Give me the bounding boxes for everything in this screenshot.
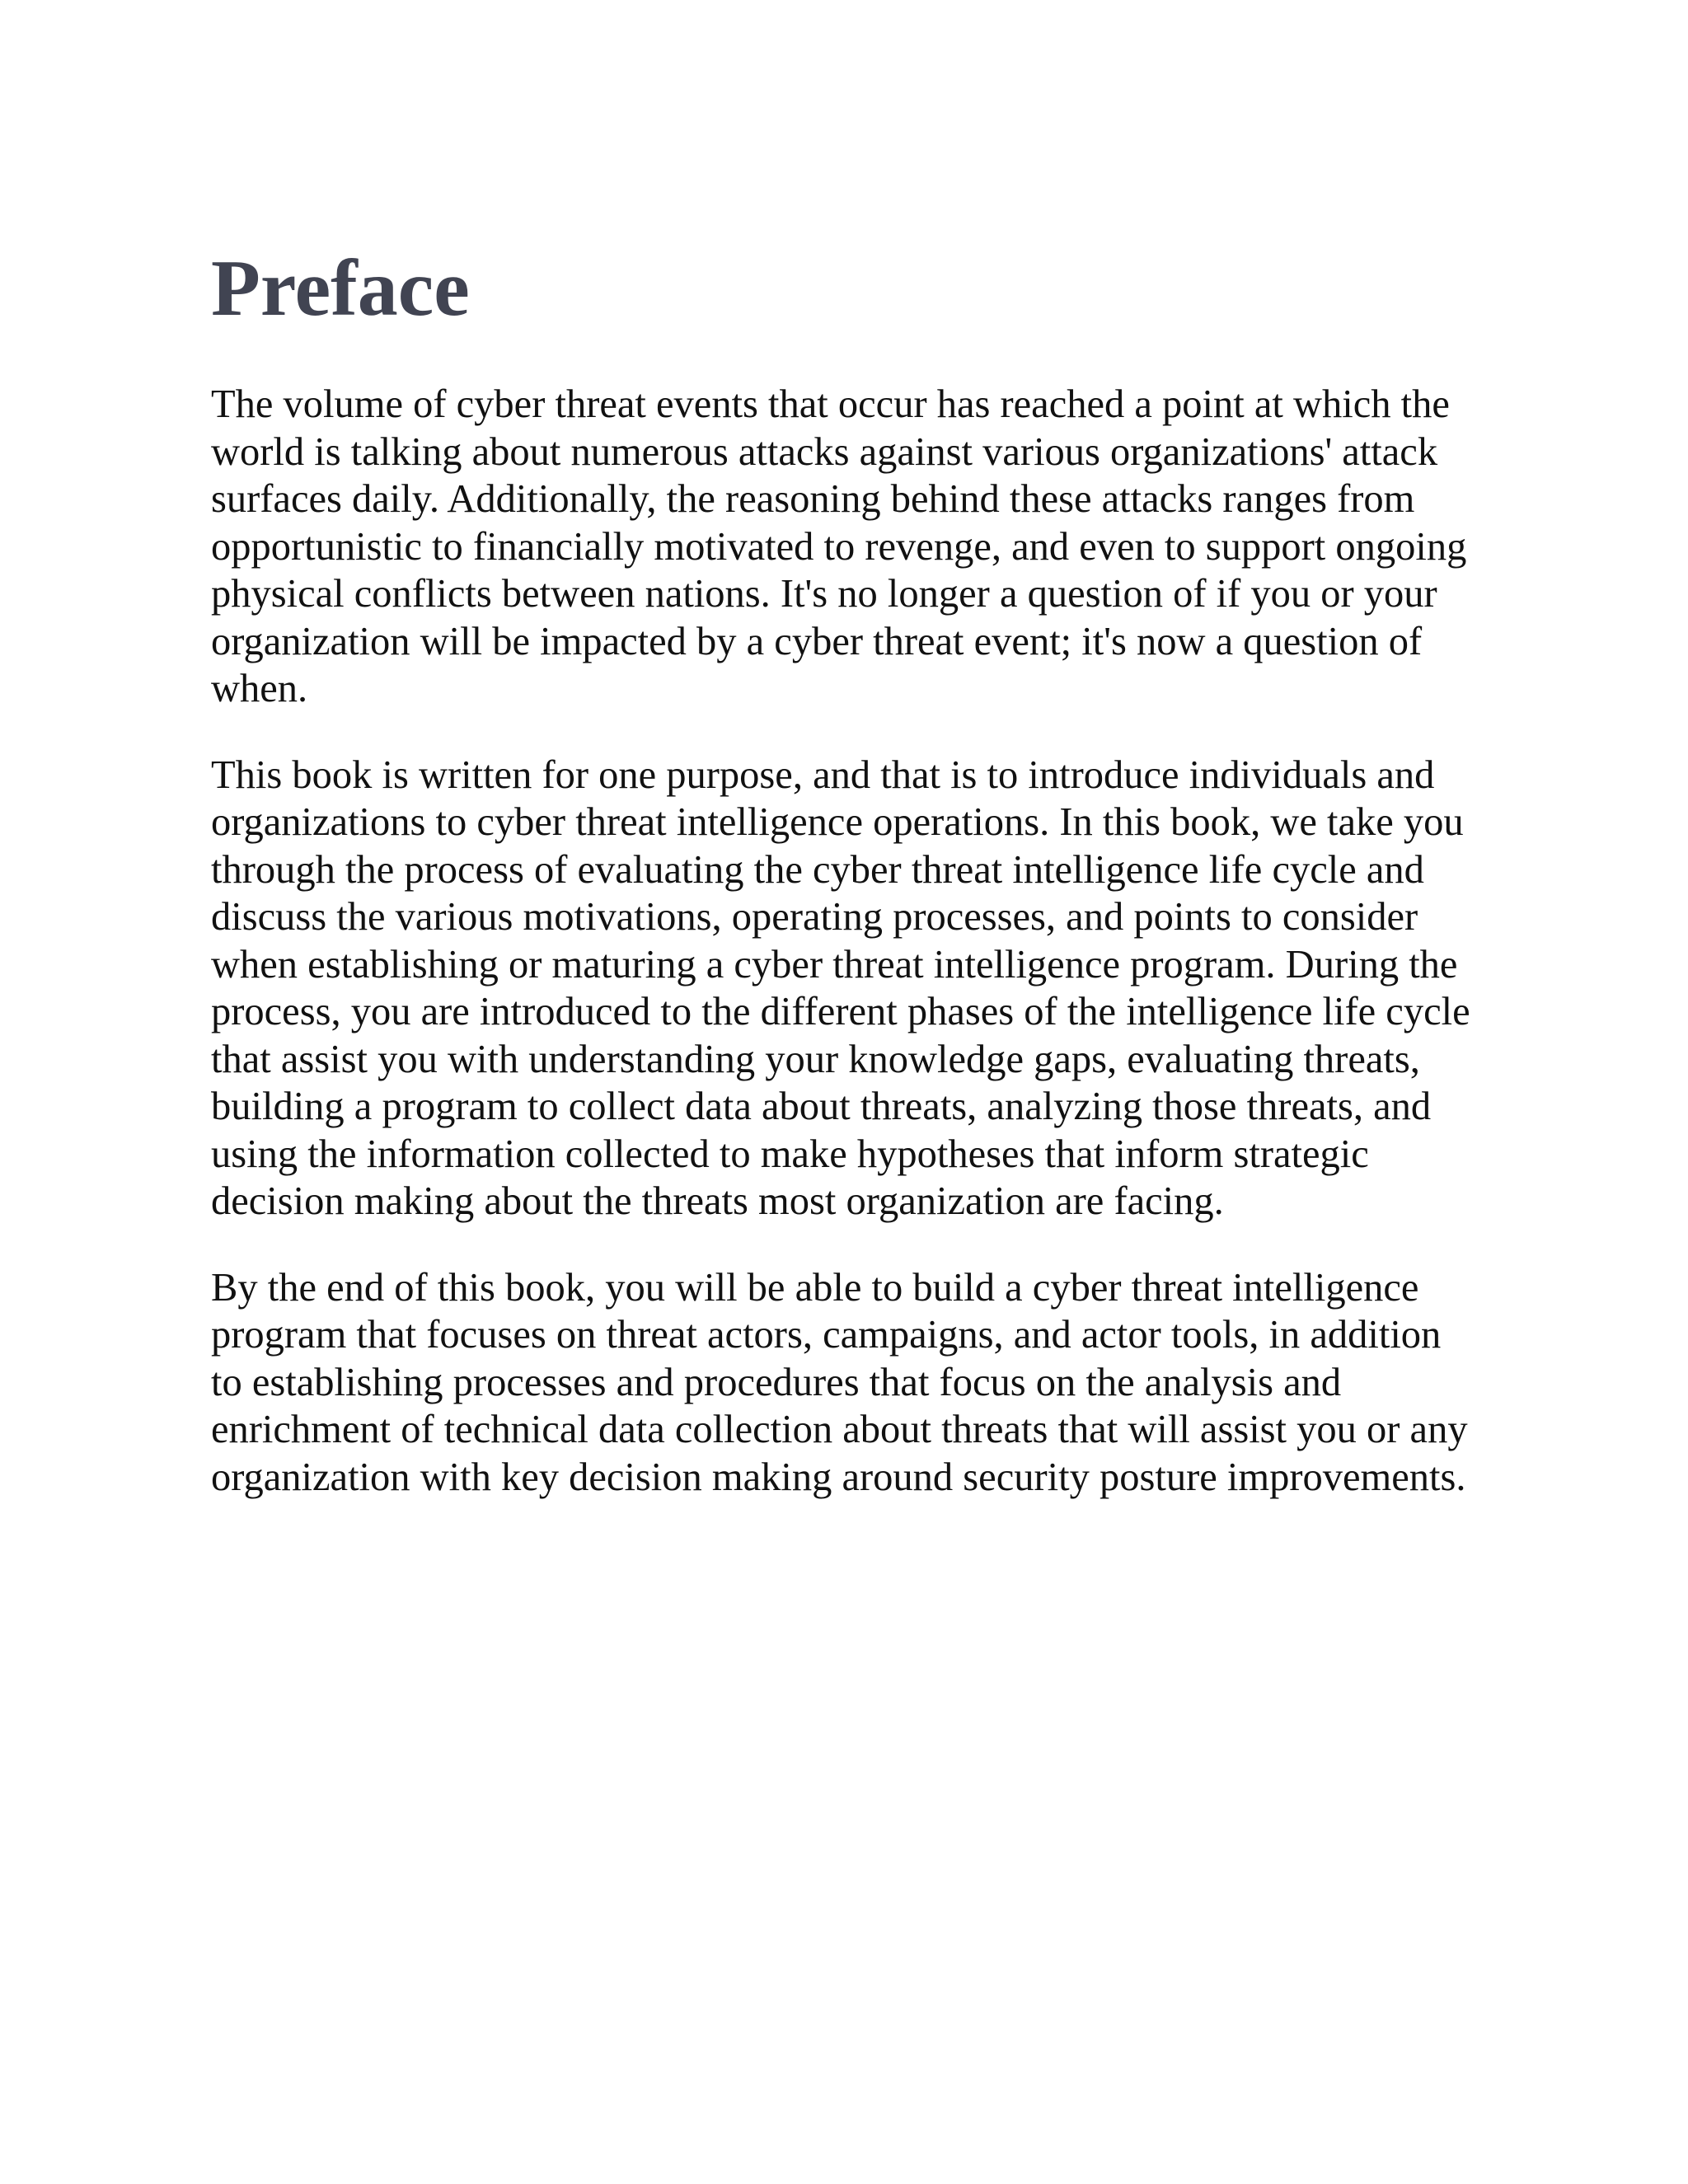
paragraph-1: The volume of cyber threat events that occur has reached a point at which the world is talking about numerous attacks against various organizations' attack surfaces daily. Additionally, the reasoning behind these attacks ranges from opportunistic to financially motivated to revenge, and even to support ongoing physical conflicts between nations. It's no longer a question of if you or your organization will be impacted by a cyber threat event; it's now a question of when. xyxy=(211,382,1467,710)
page-content xyxy=(211,239,1480,1501)
page-title: Preface xyxy=(211,244,470,333)
paragraph-2: This book is written for one purpose, and that is to introduce individuals and organizations to cyber threat intelligence operations. In this book, we take you through the process of evaluating the cyber threat intelligence life cycle and discuss the various motivations, operating processes, and points to consider when establishing or maturing a cyber threat intelligence program. During the process, you are introduced to the different phases of the intelligence life cycle that assist you with understanding your knowledge gaps, evaluating threats, building a program to collect data about threats, analyzing those threats, and using the information collected to make hypotheses that inform strategic decision making about the threats most organization are facing. xyxy=(211,752,1470,1223)
paragraph-3: By the end of this book, you will be able to build a cyber threat intelligence program that focuses on threat actors, campaigns, and actor tools, in addition to establishing processes and procedures that focus on the analysis and enrichment of technical data collection about threats that will assist you or any organization with key decision making around security posture improvements. xyxy=(211,1265,1468,1499)
